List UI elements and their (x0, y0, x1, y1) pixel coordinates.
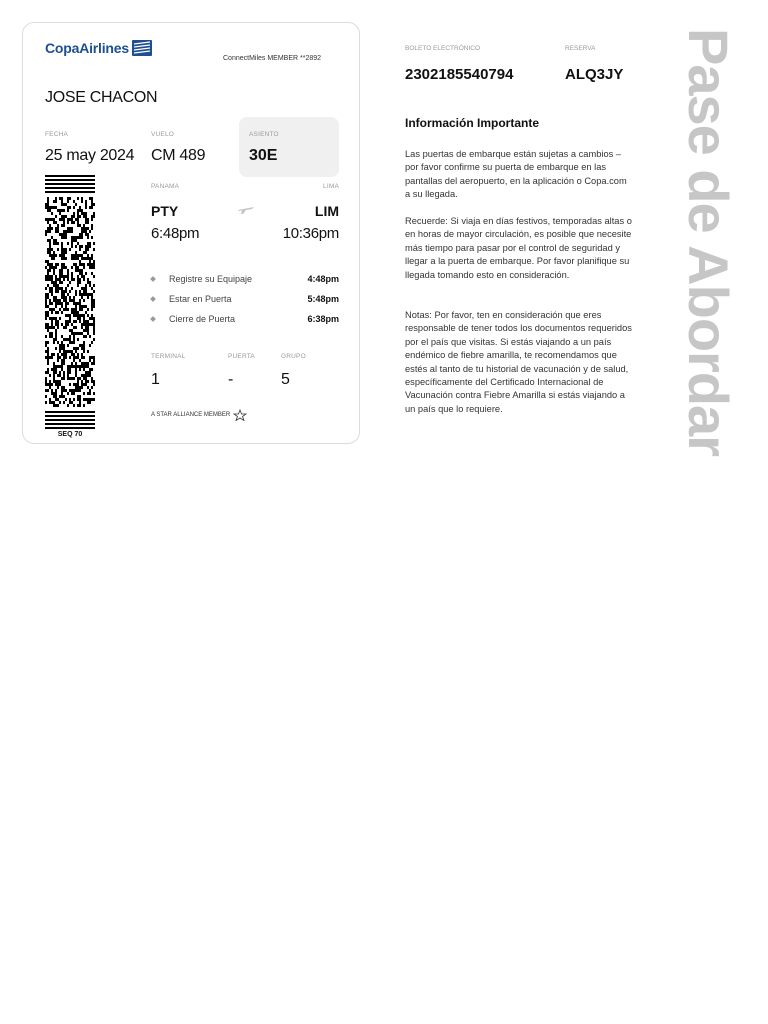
departure-time: 6:48pm (151, 225, 200, 242)
brand-name: CopaAirlines (45, 40, 129, 56)
flight-number: CM 489 (151, 147, 206, 164)
seat-number: 30E (249, 147, 278, 164)
timeline-time: 5:48pm (307, 294, 339, 304)
ticket-label: BOLETO ELECTRÓNICO (405, 45, 481, 52)
star-alliance-icon (233, 409, 247, 421)
gate-label: PUERTA (228, 353, 255, 360)
flight-label: VUELO (151, 131, 175, 138)
timeline-label: Estar en Puerta (169, 294, 232, 304)
info-paragraph-gates: Las puertas de embarque están sujetas a cambios – por favor confirme su puerta de embarque en las pantallas del aeropuerto, en la aplicación o Copa.com a su llegada. (405, 149, 627, 200)
info-title: Información Importante (405, 116, 540, 130)
pdf417-barcode (45, 175, 95, 429)
timeline-item (151, 309, 339, 329)
group-label: GRUPO (281, 353, 306, 360)
info-paragraph-reminder: Recuerde: Si viaja en días festivos, temporadas altas o en horas de mayor circulación, es posible que necesite más tiempo para pasar por el control de seguridad y llegar a la puerta de embarque. Por favor planifique su llegada tomando esto en consideración. (405, 216, 632, 280)
origin-code: PTY (151, 203, 179, 219)
group-value: 5 (281, 371, 290, 388)
flight-date: 25 may 2024 (45, 147, 135, 164)
diamond-bullet-icon (150, 316, 156, 322)
arrival-time: 10:36pm (282, 225, 339, 242)
timeline-item (151, 269, 339, 289)
diamond-bullet-icon (150, 296, 156, 302)
terminal-label: TERMINAL (151, 353, 186, 360)
diamond-bullet-icon (150, 276, 156, 282)
boarding-pass-card (22, 22, 360, 444)
destination-city: LIMA (323, 183, 339, 190)
side-title: Pase de Abordar (677, 28, 740, 456)
ticket-number: 2302185540794 (405, 66, 514, 83)
timeline-label: Cierre de Puerta (169, 314, 236, 324)
star-alliance-badge (151, 409, 247, 421)
booking-code: ALQ3JY (565, 66, 624, 83)
timeline-label: Registre su Equipaje (169, 274, 253, 284)
destination-code: LIM (314, 203, 339, 219)
alliance-text: A STAR ALLIANCE MEMBER (151, 412, 231, 418)
info-paragraph-notes: Notas: Por favor, ten en consideración que eres responsable de tener todos los documentos requeridos por el país que visitas. Si estás viajando a un país endémico de fiebre amarilla, te recomendamos que estés al tanto de tu historial de vacunación y de salud, específicamente del Certificado Internacional de Vacunación contra Fiebre Amarilla si estás viajando a un país que lo requiere. (405, 310, 632, 414)
member-number: ConnectMiles MEMBER **2892 (223, 55, 322, 62)
timeline-time: 6:38pm (307, 314, 339, 324)
timeline-time: 4:48pm (307, 274, 339, 284)
copa-logo (45, 39, 153, 57)
copa-wing-icon (131, 39, 153, 57)
passenger-name: JOSE CHACON (45, 89, 158, 106)
airplane-icon (237, 203, 255, 215)
date-label: FECHA (45, 131, 69, 138)
origin-city: PANAMA (151, 183, 180, 190)
checkin-timeline (151, 269, 339, 329)
timeline-item (151, 289, 339, 309)
terminal-value: 1 (151, 371, 160, 388)
seat-label: ASIENTO (249, 131, 279, 138)
sequence-number: SEQ 70 (57, 431, 83, 438)
gate-value: - (228, 371, 234, 388)
booking-label: RESERVA (565, 45, 596, 52)
